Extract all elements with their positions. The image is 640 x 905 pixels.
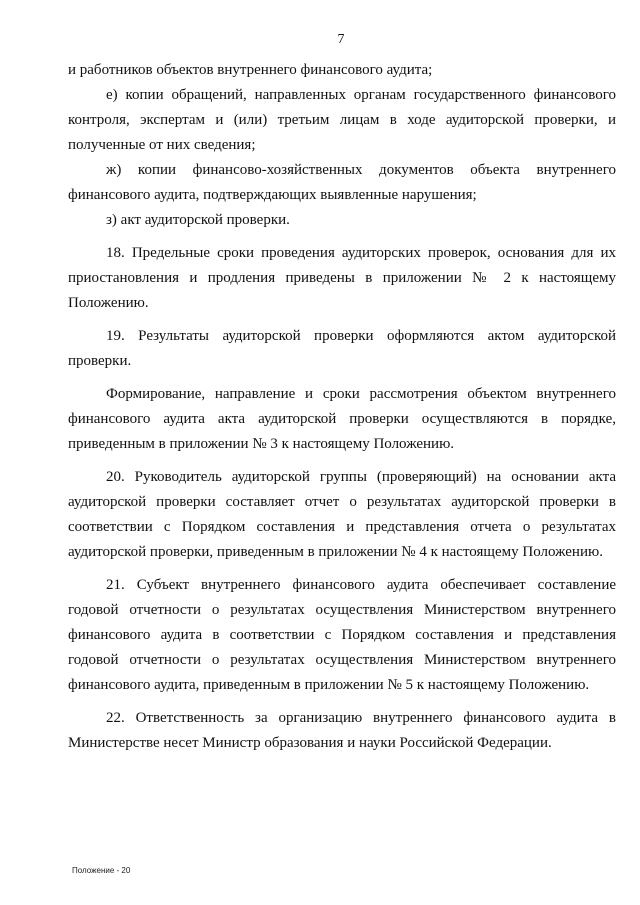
list-item-e: е) копии обращений, направленных органам государственного финансового контроля, экспертам и (или) третьим лицам в ходе аудиторской проверки, и полученные от них сведения; [68,87,616,153]
paragraph-19: 19. Результаты аудиторской проверки оформляются актом аудиторской проверки. [68,328,616,369]
paragraph-22: 22. Ответственность за организацию внутреннего финансового аудита в Министерстве несет Министр образования и науки Российской Федерации. [68,710,616,751]
document-body [68,58,616,756]
footer-label: Положение - 20 [72,866,131,875]
paragraph-continuation: и работников объектов внутреннего финансового аудита; [68,62,433,78]
paragraph-18: 18. Предельные сроки проведения аудиторских проверок, основания для их приостановления и продления приведены в приложении № 2 к настоящему Положению. [68,245,616,311]
paragraph-21: 21. Субъект внутреннего финансового аудита обеспечивает составление годовой отчетности о результатах осуществления Министерством внутреннего финансового аудита в соответствии с Порядком составления и представления годовой отчетности о результатах осуществления Министерством внутреннего финансового аудита, приведенным в приложении № 5 к настоящему Положению. [68,577,616,693]
page-number: 7 [337,32,345,47]
list-item-zh: ж) копии финансово-хозяйственных документов объекта внутреннего финансового аудита, подтверждающих выявленные нарушения; [68,162,616,203]
list-item-z: з) акт аудиторской проверки. [106,212,290,228]
paragraph-19-formation: Формирование, направление и сроки рассмотрения объектом внутреннего финансового аудита акта аудиторской проверки осуществляются в порядке, приведенным в приложении № 3 к настоящему Положению. [68,386,616,452]
paragraph-20: 20. Руководитель аудиторской группы (проверяющий) на основании акта аудиторской проверки составляет отчет о результатах аудиторской проверки в соответствии с Порядком составления и представления отчета о результатах аудиторской проверки, приведенным в приложении № 4 к настоящему Положению. [68,469,616,560]
